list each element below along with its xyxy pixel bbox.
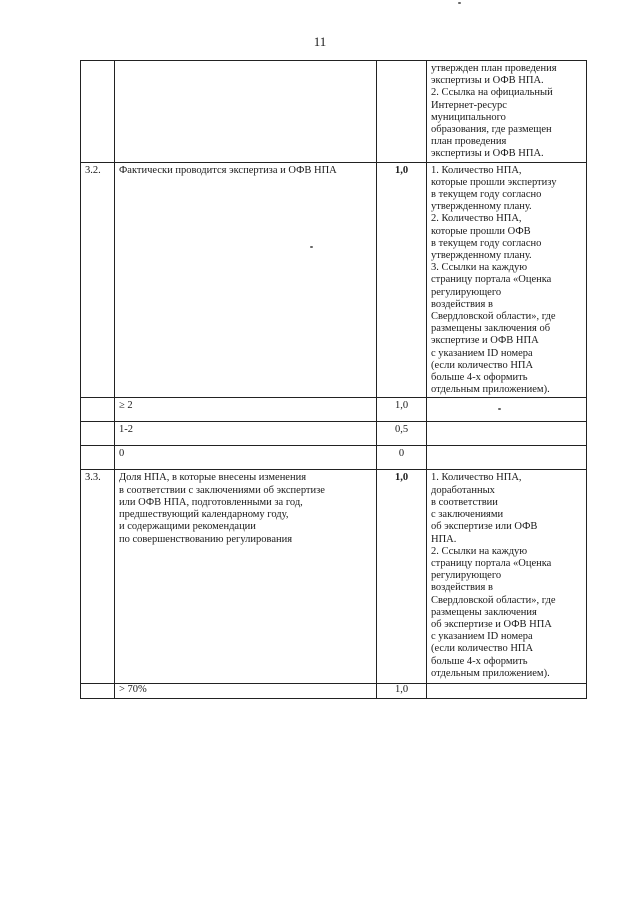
score-cell: 1,0 xyxy=(377,684,427,698)
score-cell: 1,0 xyxy=(377,470,427,684)
row-number xyxy=(81,61,115,163)
source-cell: 1. Количество НПА, доработанных в соответствии с заключениями об экспертизе или ОФВ НПА. 2. Ссылки на каждую страницу портала «Оценка регулирующего воздействия в Свердловской области», где размещены заключения об экспертизе и ОФВ НПА с указанием ID номера (если количество НПА больше 4-х оформить отдельным приложением). xyxy=(427,470,587,684)
criterion-text: Доля НПА, в которые внесены изменения в соответствии с заключениями об экспертизе или ОФВ НПА, подготовленными за год, предшествующий календарному году, и содержащими рекомендации по совершенствованию регулирования xyxy=(115,470,377,684)
criterion-text xyxy=(115,61,377,163)
criterion-text: Фактически проводится экспертиза и ОФВ НПА xyxy=(115,162,377,398)
score-cell: 0,5 xyxy=(377,422,427,446)
table-row xyxy=(81,446,587,470)
table-row xyxy=(81,61,587,163)
row-number xyxy=(81,684,115,698)
source-cell xyxy=(427,684,587,698)
row-number xyxy=(81,422,115,446)
row-number: 3.3. xyxy=(81,470,115,684)
source-cell: 1. Количество НПА, которые прошли экспертизу в текущем году согласно утвержденному плану. 2. Количество НПА, которые прошли ОФВ в текущем году согласно утвержденному плану. 3. Ссылки на каждую страницу портала «Оценка регулирующего воздействия в Свердловской области», где размещены заключения об экспертизе и ОФВ НПА с указанием ID номера (если количество НПА больше 4-х оформить отдельным приложением). xyxy=(427,162,587,398)
table-row xyxy=(81,162,587,398)
table-row xyxy=(81,470,587,684)
score-cell: 1,0 xyxy=(377,162,427,398)
score-cell xyxy=(377,61,427,163)
scan-speck xyxy=(458,2,461,4)
criterion-option: 0 xyxy=(115,446,377,470)
criterion-option: ≥ 2 xyxy=(115,398,377,422)
table-row xyxy=(81,422,587,446)
source-cell xyxy=(427,398,587,422)
criterion-option: 1-2 xyxy=(115,422,377,446)
page-number: 11 xyxy=(313,34,327,49)
criterion-option: > 70% xyxy=(115,684,377,698)
table-row xyxy=(81,398,587,422)
source-cell xyxy=(427,446,587,470)
row-number xyxy=(81,446,115,470)
score-cell: 1,0 xyxy=(377,398,427,422)
source-cell xyxy=(427,422,587,446)
row-number xyxy=(81,398,115,422)
score-cell: 0 xyxy=(377,446,427,470)
table-row xyxy=(81,684,587,698)
source-cell: утвержден план проведения экспертизы и ОФВ НПА. 2. Ссылка на официальный Интернет-ресурс муниципального образования, где размещен план проведения экспертизы и ОФВ НПА. xyxy=(427,61,587,163)
criteria-table xyxy=(80,60,587,699)
row-number: 3.2. xyxy=(81,162,115,398)
